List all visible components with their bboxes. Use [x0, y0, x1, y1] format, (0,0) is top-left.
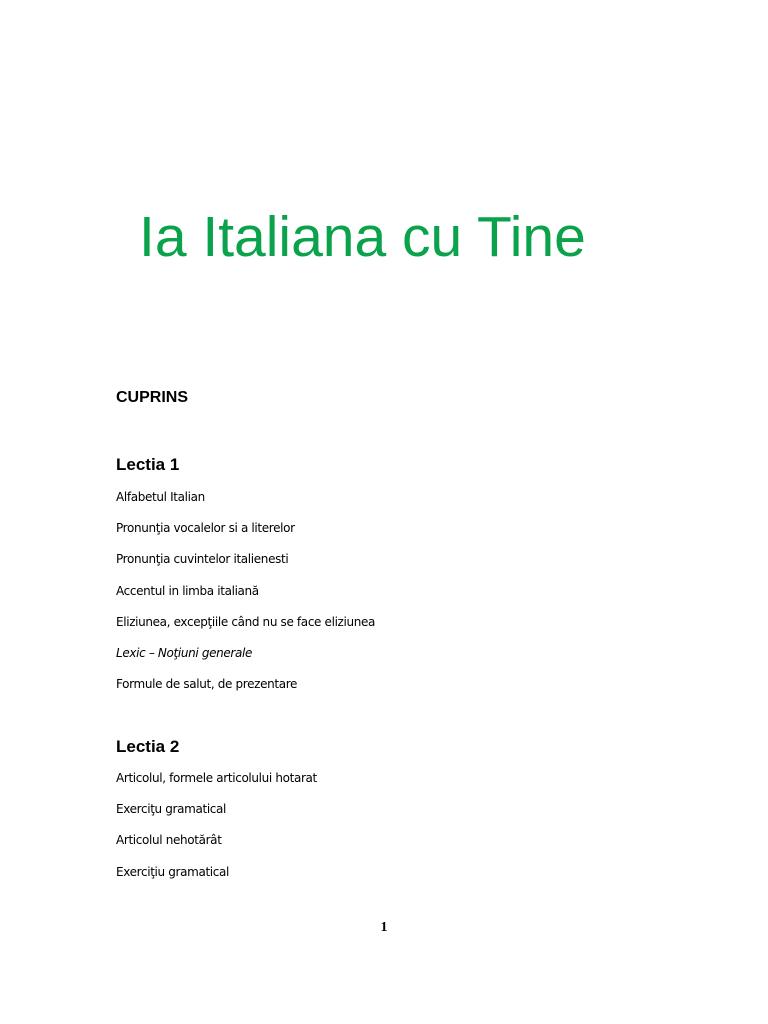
lesson-1-title: Lectia 1 — [116, 455, 180, 474]
toc-item: Exerciţu gramatical — [116, 802, 227, 817]
page-number: 1 — [380, 920, 388, 935]
toc-heading: CUPRINS — [116, 389, 189, 406]
toc-item: Alfabetul Italian — [116, 490, 205, 504]
lesson-2-items — [116, 769, 317, 894]
toc-item: Formule de salut, de prezentare — [116, 677, 298, 692]
toc-item: Pronunţia cuvintelor italienesti — [116, 552, 289, 567]
toc-item: Articolul nehotărât — [116, 833, 222, 848]
toc-item: Articolul, formele articolului hotarat — [116, 771, 317, 785]
toc-item: Lexic – Noţiuni generale — [116, 645, 253, 660]
lesson-1-items — [116, 488, 375, 706]
lesson-2-title: Lectia 2 — [116, 737, 180, 756]
toc-item: Eliziunea, excepţiile când nu se face eliziunea — [116, 614, 376, 629]
toc-item: Accentul in limba italiană — [116, 583, 259, 598]
document-title: Ia Italiana cu Tine — [139, 205, 586, 269]
toc-item: Exerciţiu gramatical — [116, 864, 230, 879]
toc-item: Pronunţia vocalelor si a literelor — [116, 521, 295, 536]
